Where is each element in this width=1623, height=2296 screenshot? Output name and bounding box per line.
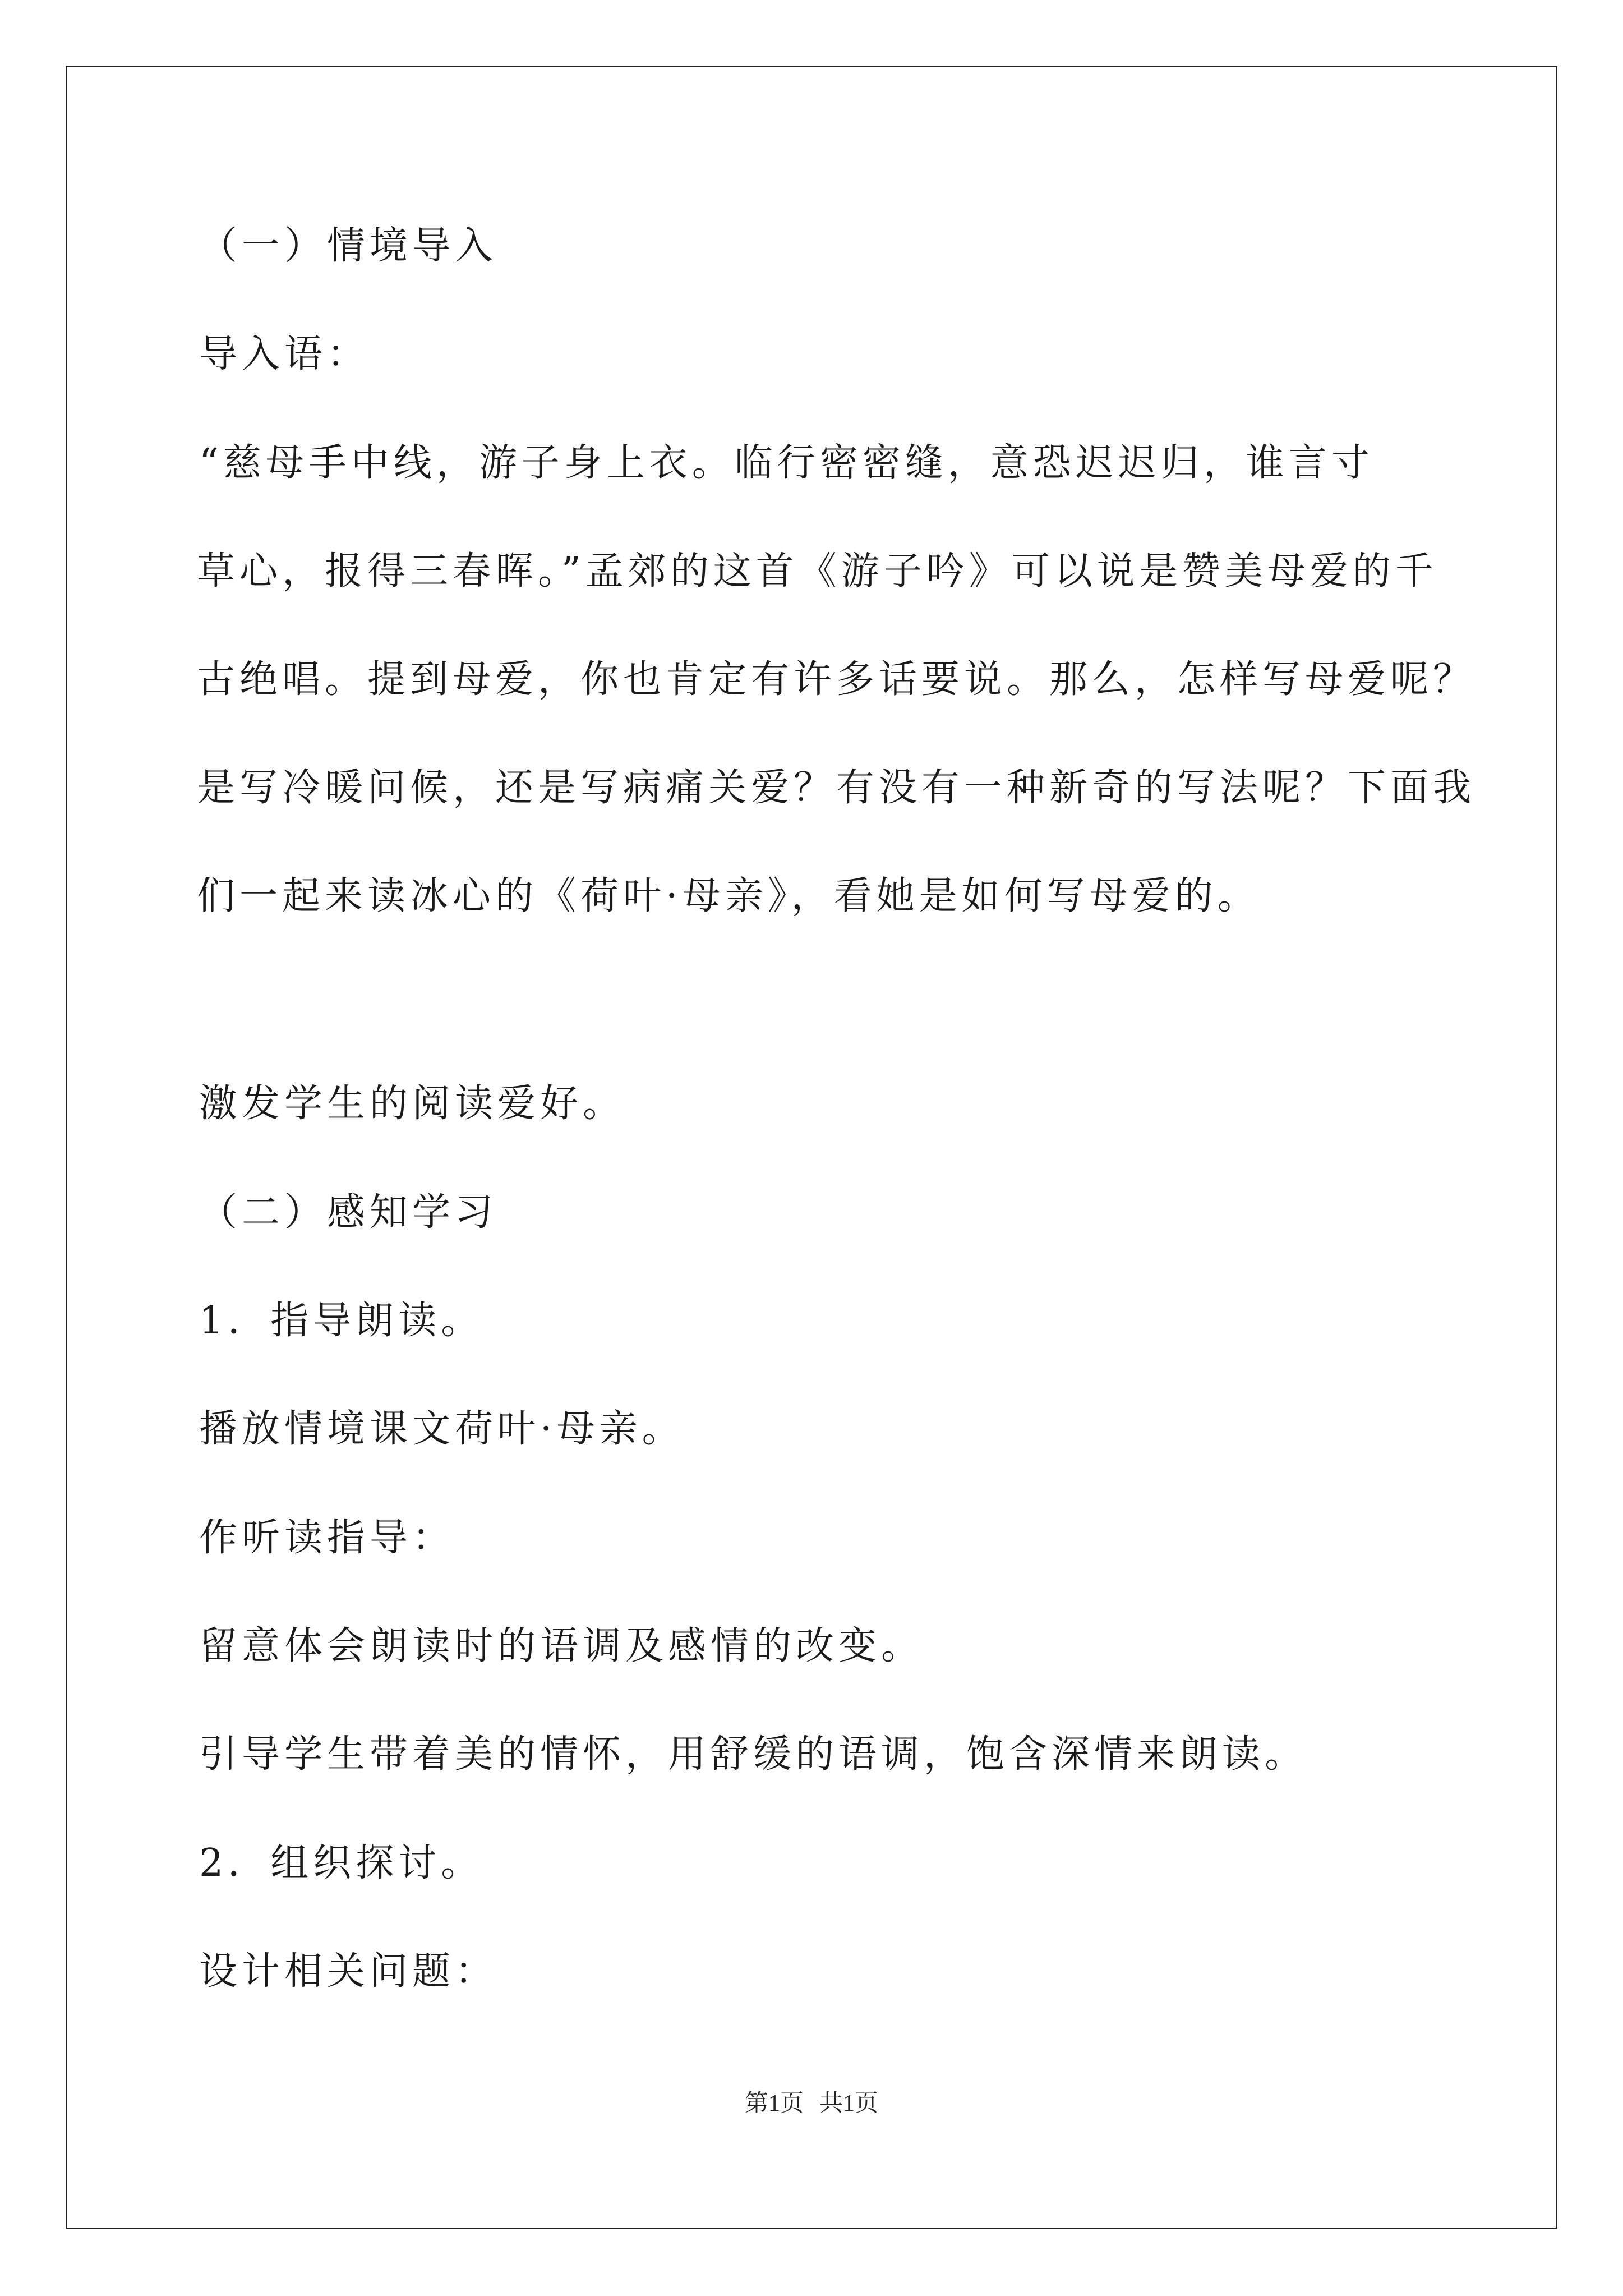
paragraph-line-4: 是写冷暖问候，还是写病痛关爱？有没有一种新奇的写法呢？下面我 (197, 766, 1476, 810)
intro-label: 导入语： (199, 332, 370, 376)
page-total: 共1页 (819, 2091, 879, 2116)
page-footer (0, 2092, 1623, 2115)
paragraph-line-3: 古绝唱。提到母爱，你也肯定有许多话要说。那么，怎样写母爱呢？ (197, 657, 1476, 702)
section-heading-2: （二）感知学习 (199, 1190, 498, 1235)
paragraph-line-2: 草心，报得三春晖。”孟郊的这首《游子吟》可以说是赞美母爱的千 (197, 549, 1438, 593)
page-number: 第1页 (744, 2091, 804, 2116)
guide-text: 引导学生带着美的情怀，用舒缓的语调，饱含深情来朗读。 (199, 1732, 1308, 1777)
listen-guide-label: 作听读指导： (199, 1516, 455, 1560)
step-1-heading: 1．指导朗读。 (199, 1299, 484, 1343)
design-questions-label: 设计相关问题： (199, 1949, 498, 1994)
page-border (66, 66, 1557, 2229)
play-audio-text: 播放情境课文荷叶·母亲。 (199, 1407, 685, 1451)
step-2-heading: 2．组织探讨。 (199, 1841, 484, 1885)
teaching-goal: 激发学生的阅读爱好。 (199, 1082, 626, 1126)
section-heading-1: （一）情境导入 (199, 224, 498, 268)
paragraph-line-5: 们一起来读冰心的《荷叶·母亲》，看她是如何写母爱的。 (197, 874, 1260, 918)
paragraph-line-1: “慈母手中线，游子身上衣。临行密密缝，意恐迟迟归，谁言寸 (199, 441, 1374, 485)
notice-text: 留意体会朗读时的语调及感情的改变。 (199, 1624, 924, 1668)
